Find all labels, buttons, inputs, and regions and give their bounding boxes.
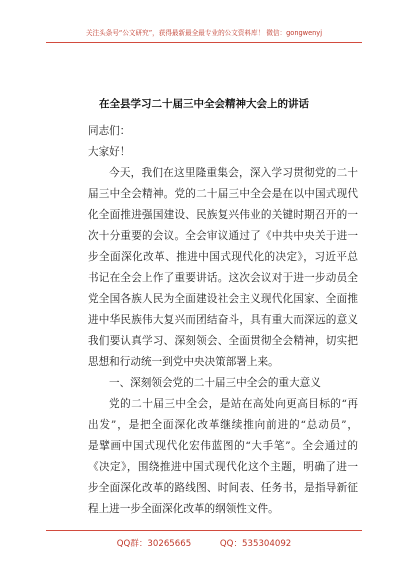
qq-group-number: QQ群：30265665 — [116, 539, 192, 549]
paragraph-1-line: 进中华民族伟大复兴而团结奋斗，具有重大而深远的意义 — [88, 314, 358, 326]
document-body — [88, 121, 358, 520]
header-note: 关注头条号“公文研究”，获得最新最全最专业的公文资料库！ 微信：gongwenyj — [85, 29, 323, 37]
paragraph-1-line: 今天，我们在这里隆重集会，深入学习贯彻党的二十 — [109, 167, 358, 179]
paragraph-2-line: 步全面深化改革的路线图、时间表、任务书，是指导新征 — [88, 482, 358, 494]
paragraph-1-line: 我们要认真学习、深刻领会、全面贯彻全会精神，切实把 — [88, 335, 358, 347]
header-divider — [46, 42, 362, 43]
paragraph-1-line: 书记在全会上作了重要讲话。这次会议对于进一步动员全 — [88, 272, 358, 284]
paragraph-2-line: 出发”，是把全面深化改革继续推向前进的“总动员”， — [88, 419, 358, 431]
salutation: 同志们： — [88, 125, 131, 137]
paragraph-2-line: 是擘画中国式现代化宏伟蓝图的“大手笔”。全会通过的 — [88, 440, 358, 452]
paragraph-1-line: 次十分重要的会议。全会审议通过了《中共中央关于进一 — [88, 230, 358, 242]
footer-divider — [46, 530, 362, 531]
document-title: 在全县学习二十届三中全会精神大会上的讲话 — [99, 98, 309, 110]
paragraph-2-line: 《决定》，围绕推进中国式现代化这个主题，明确了进一 — [88, 461, 358, 473]
paragraph-1-line: 党全国各族人民为全面建设社会主义现代化国家、全面推 — [88, 293, 358, 305]
paragraph-1-line: 届三中全会精神。党的二十届三中全会是在以中国式现代 — [88, 188, 358, 200]
paragraph-1-line: 思想和行动统一到党中央决策部署上来。 — [88, 356, 279, 368]
footer-contacts — [0, 537, 408, 549]
section-heading: 一、深刻领会党的二十届三中全会的重大意义 — [109, 377, 321, 389]
paragraph-1-line: 化全面推进强国建设、民族复兴伟业的关键时期召开的一 — [88, 209, 358, 221]
paragraph-2-line: 程上进一步全面深化改革的纲领性文件。 — [88, 503, 279, 515]
paragraph-2-line: 党的二十届三中全会，是站在高处向更高目标的“再 — [109, 398, 358, 410]
paragraph-1-line: 步全面深化改革、推进中国式现代化的决定》，习近平总 — [88, 251, 358, 263]
greeting: 大家好！ — [88, 146, 131, 158]
qq-number: QQ：535304092 — [219, 539, 292, 549]
